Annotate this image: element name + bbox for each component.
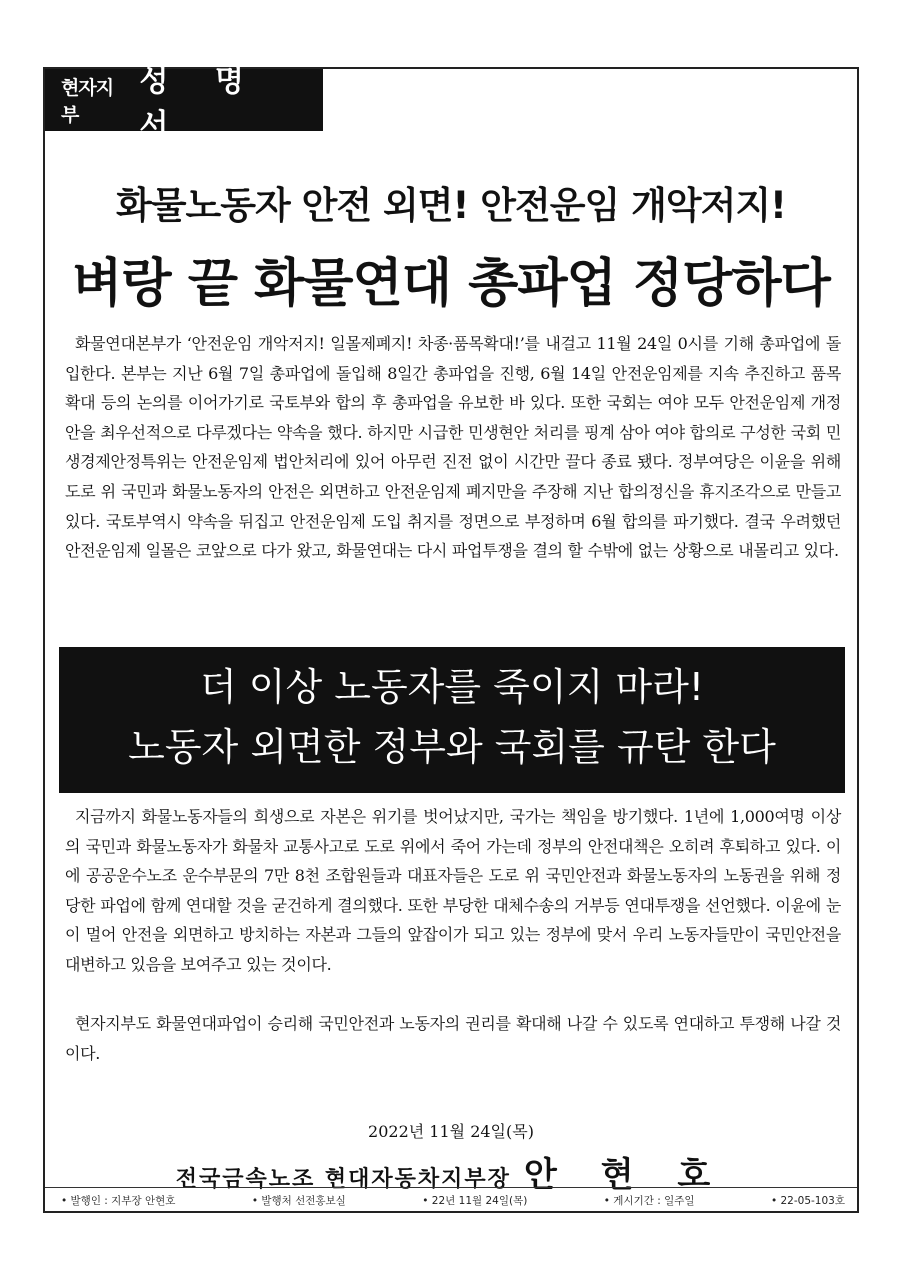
signature — [45, 1147, 857, 1196]
union-branch-label: 현자지부 — [61, 77, 114, 126]
footer-posting-period: • 게시기간 : 일주일 — [604, 1193, 695, 1208]
footer-publisher: • 발행인 : 지부장 안현호 — [61, 1193, 175, 1208]
slogan-line-2: 노동자 외면한 정부와 국회를 규탄 한다 — [128, 725, 776, 769]
document-type-title: 성 명 서 — [139, 64, 262, 143]
footer-number: • 22-05-103호 — [771, 1193, 845, 1208]
body-paragraph-2: 지금까지 화물노동자들의 희생으로 자본은 위기를 벗어났지만, 국가는 책임을 방기했다. 1년에 1,000여명 이상의 국민과 화물노동자가 화물차 교통사고로 도로 위에서 죽어 가는데 정부의 안전대책은 오히려 후퇴하고 있다. 이에 공공운수노조 운수부문의 7만 8천 조합원들과 대표자들은 도로 위 국민안전과 화물노동자의 노동권을 위해 정당한 파업에 함께 연대할 것을 굳건하게 결의했다. 또한 부당한 대체수송의 거부등 연대투쟁을 선언했다. 이윤에 눈이 멀어 안전을 외면하고 방치하는 자본과 그들의 앞잡이가 되고 있는 정부에 맞서 우리 노동자들만이 국민안전을 대변하고 있음을 보여주고 있는 것이다. — [65, 807, 841, 974]
statement-frame — [43, 64, 859, 1213]
slogan-banner — [59, 647, 845, 793]
issue-date: 2022년 11월 24일(목) — [368, 1122, 534, 1141]
body-paragraph-1: 화물연대본부가 ‘안전운임 개악저지! 일몰제폐지! 차종·품목확대!’를 내걸고 11월 24일 0시를 기해 총파업에 돌입한다. 본부는 지난 6월 7일 총파업에 돌입해 8일간 총파업을 진행, 6월 14일 안전운임제를 지속 추진하고 품목확대 등의 논의를 이어가기로 국토부와 합의 후 총파업을 유보한 바 있다. 또한 국회는 여야 모두 안전운임제 개정안을 최우선적으로 다루겠다는 약속을 했다. 하지만 시급한 민생현안 처리를 핑계 삼아 여야 합의로 구성한 국회 민생경제안정특위는 안전운임제 법안처리에 있어 아무런 진전 없이 시간만 끌다 종료 됐다. 정부여당은 이윤을 위해 도로 위 국민과 화물노동자의 안전은 외면하고 안전운임제 폐지만을 주장해 지난 합의정신을 휴지조각으로 만들고 있다. 국토부역시 약속을 뒤집고 안전운임제 도입 취지를 정면으로 부정하며 6월 합의를 파기했다. 결국 우려했던 안전운임제 일몰은 코앞으로 다가 왔고, 화물연대는 다시 파업투쟁을 결의 할 수밖에 없는 상황으로 내몰리고 있다. — [65, 334, 841, 561]
headline-line-1: 화물노동자 안전 외면! 안전운임 개악저지! — [116, 184, 786, 227]
footer-divider — [45, 1187, 857, 1188]
slogan-line-1: 더 이상 노동자를 죽이지 마라! — [199, 665, 705, 709]
body-paragraph-3: 현자지부도 화물연대파업이 승리해 국민안전과 노동자의 권리를 확대해 나갈 수 있도록 연대하고 투쟁해 나갈 것이다. — [65, 1014, 841, 1063]
signature-org: 전국금속노조 현대자동차지부장 — [175, 1166, 511, 1192]
footer — [61, 1193, 845, 1208]
footer-office: • 발행처 선전홍보실 — [252, 1193, 346, 1208]
signature-name: 안 현 호 — [524, 1155, 727, 1195]
header-tag — [45, 64, 323, 143]
headline-line-2: 벼랑 끝 화물연대 총파업 정당하다 — [72, 254, 830, 314]
footer-issue-date: • 22년 11월 24일(목) — [422, 1193, 527, 1208]
